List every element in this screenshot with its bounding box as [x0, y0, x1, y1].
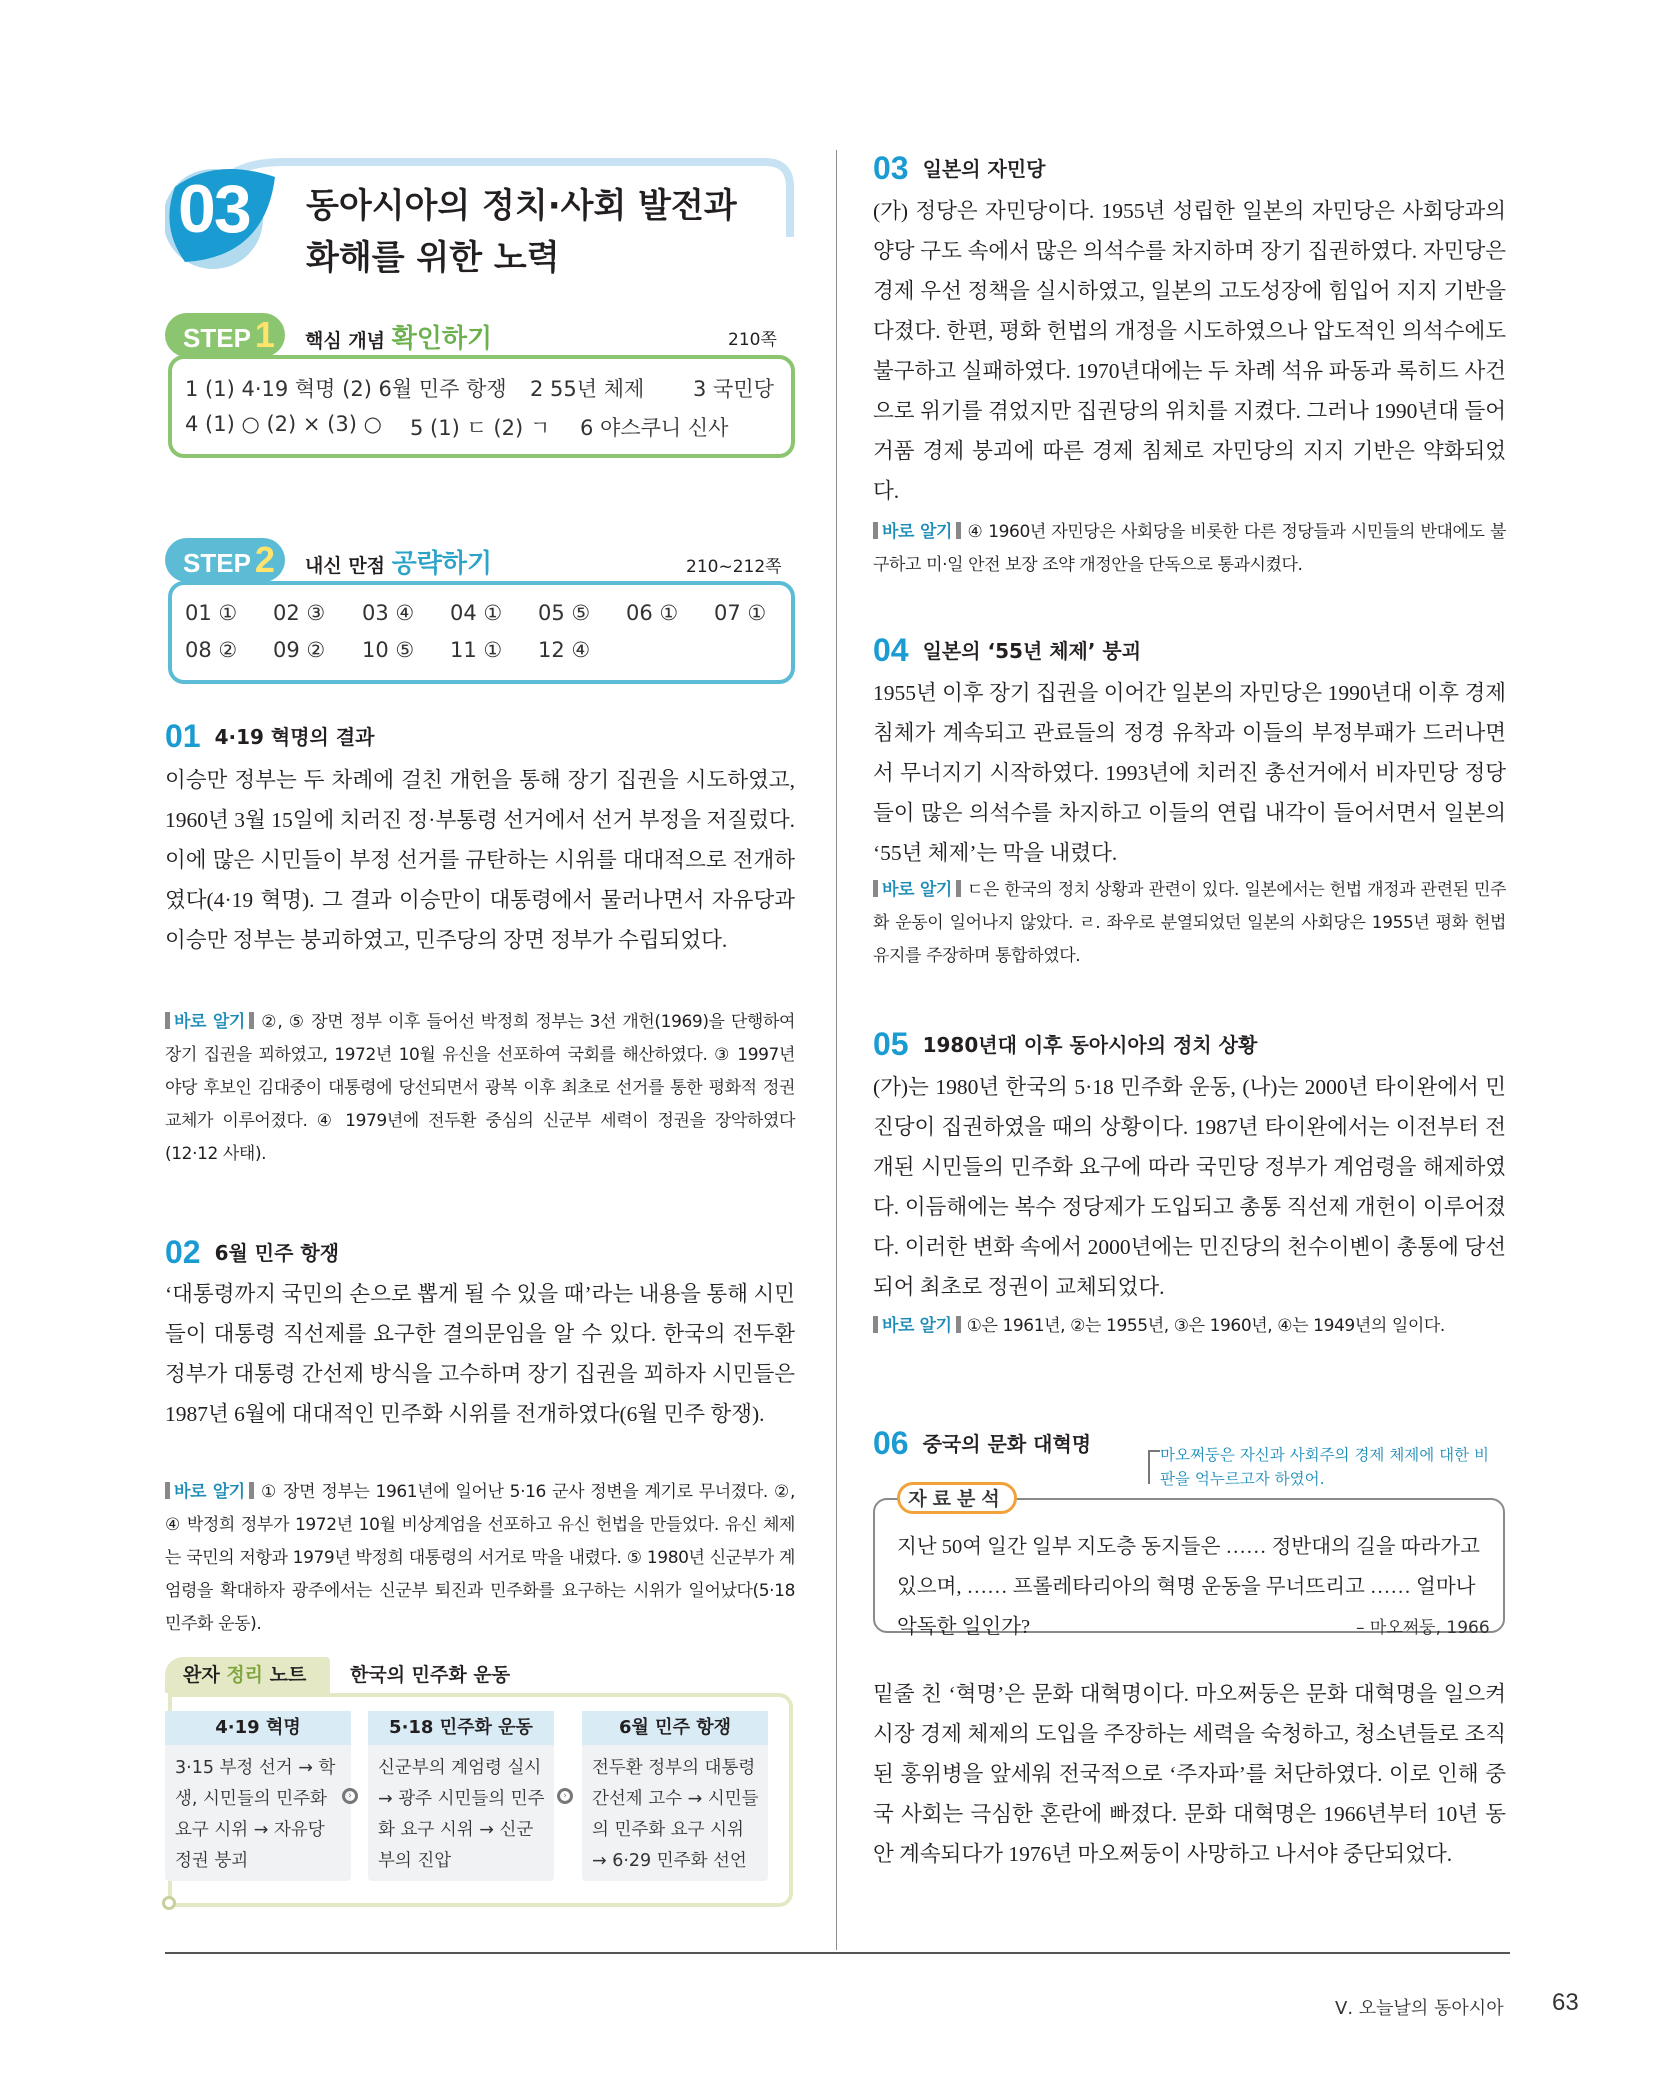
- note-text: ④ 1960년 자민당은 사회당을 비롯한 다른 정당들과 시민들의 반대에도 불구하고 미·일 안전 보장 조약 개정안을 단독으로 통과시켰다.: [873, 522, 1506, 575]
- step2-answer: 07 ①: [714, 601, 767, 625]
- column-divider: [836, 150, 837, 1950]
- section-05-heading: [873, 1026, 1257, 1063]
- summary-card-419: [165, 1711, 351, 1881]
- note-tag: 바로 알기: [165, 1482, 254, 1502]
- section-number: 06: [873, 1425, 909, 1461]
- summary-dot-icon: [162, 1896, 176, 1910]
- note-tag: 바로 알기: [873, 1316, 961, 1336]
- step1-pill: [165, 313, 285, 357]
- step2-answer: 01 ①: [185, 601, 238, 625]
- section-06-body: 밑줄 친 ‘혁명’은 문화 대혁명이다. 마오쩌둥은 문화 대혁명을 일으켜 시장 경제 체제의 도입을 주장하는 세력을 숙청하고, 청소년들로 조직된 홍위병을 앞세워 전국적으로 ‘주자파’를 처단하였다. 이로 인해 중국 사회는 극심한 혼란에 빠졌다. 문화 대혁명은 1966년부터 10년 동안 계속되다가 1976년 마오쩌둥이 사망하고 나서야 중단되었다.: [873, 1682, 1506, 1866]
- section-title: 중국의 문화 대혁명: [922, 1432, 1092, 1456]
- callout-connector: [1148, 1450, 1160, 1484]
- step1-sub-highlight: 확인하기: [391, 324, 493, 354]
- source-label: 자료분석: [897, 1482, 1017, 1514]
- section-number: 05: [873, 1026, 909, 1062]
- step2-sub-highlight: 공략하기: [391, 549, 493, 579]
- section-05-note: [873, 1310, 1506, 1343]
- section-01-note: [165, 1006, 795, 1171]
- section-number: 01: [165, 718, 201, 754]
- arrow-right-icon: ›: [342, 1788, 358, 1804]
- footer-divider: [165, 1952, 1510, 1954]
- section-01-body: 이승만 정부는 두 차례에 걸친 개헌을 통해 장기 집권을 시도하였고, 1960년 3월 15일에 치러진 정·부통령 선거에서 선거 부정을 저질렀다. 이에 많은 시민들이 부정 선거를 규탄하는 시위를 대대적으로 전개하였다(4·19 혁명). 그 결과 이승만이 대통령에서 물러나면서 자유당과 이승만 정부는 붕괴하였고, 민주당의 장면 정부가 수립되었다.: [165, 768, 795, 952]
- section-02-body: ‘대통령까지 국민의 손으로 뽑게 될 수 있을 때’라는 내용을 통해 시민들이 대통령 직선제를 요구한 결의문임을 알 수 있다. 한국의 전두환 정부가 대통령 간선제 방식을 고수하며 장기 집권을 꾀하자 시민들은 1987년 6월에 대대적인 민주화 시위를 전개하였다(6월 민주 항쟁).: [165, 1282, 795, 1426]
- section-02-heading: [165, 1234, 339, 1271]
- step2-subtitle: [305, 543, 492, 580]
- step1-label: STEP: [183, 323, 251, 353]
- step2-answer: 08 ②: [185, 638, 238, 662]
- source-text: 지난 50여 일간 일부 지도층 동지들은 …… 정반대의 길을 따라가고 있으며, …… 프롤레타리아의 혁명 운동을 무너뜨리고 …… 얼마나 악독한 일인가?: [897, 1536, 1480, 1638]
- step1-answer-5: 5 (1) ㄷ (2) ㄱ: [410, 416, 551, 440]
- chapter-title-line2: 화해를 위한 노력: [306, 238, 560, 278]
- summary-note-title: 한국의 민주화 운동: [350, 1664, 511, 1686]
- footer-chapter: Ⅴ. 오늘날의 동아시아: [1335, 1998, 1504, 2019]
- summary-card-heading: 6월 민주 항쟁: [582, 1711, 768, 1745]
- section-number: 04: [873, 632, 909, 668]
- section-05-body: (가)는 1980년 한국의 5·18 민주화 운동, (나)는 2000년 타이완에서 민진당이 집권하였을 때의 상황이다. 1987년 타이완에서는 이전부터 전개된 시민들의 민주화 요구에 따라 국민당 정부가 계엄령을 해제하였다. 이듬해에는 복수 정당제가 도입되고 총통 직선제 개헌이 이루어졌다. 이러한 변화 속에서 2000년에는 민진당의 천수이볜이 총통에 당선되어 최초로 정권이 교체되었다.: [873, 1075, 1506, 1299]
- summary-card-body: 3·15 부정 선거 → 학생, 시민들의 민주화 요구 시위 → 자유당 정권 붕괴: [175, 1758, 336, 1871]
- step2-answer: 11 ①: [450, 638, 503, 662]
- section-01-heading: [165, 718, 374, 755]
- step2-label: STEP: [183, 548, 251, 578]
- note-text: ① 장면 정부는 1961년에 일어난 5·16 군사 정변을 계기로 무너졌다. ②, ④ 박정희 정부가 1972년 10월 비상계엄을 선포하고 유신 헌법을 만들었다. 유신 체제는 국민의 저항과 1979년 박정희 대통령의 서거로 막을 내렸다. ⑤ 1980년 신군부가 계엄령을 확대하자 광주에서는 신군부 퇴진과 민주화를 요구하는 시위가 일어났다(5·18 민주화 운동).: [165, 1482, 796, 1634]
- section-number: 03: [873, 150, 909, 186]
- note-text: ㄷ은 한국의 정치 상황과 관련이 있다. 일본에서는 헌법 개정과 관련된 민주화 운동이 일어나지 않았다. ㄹ. 좌우로 분열되었던 일본의 사회당은 1955년 평화 헌법 유지를 주장하며 통합하였다.: [873, 880, 1507, 966]
- summary-card-body: 신군부의 계엄령 실시 → 광주 시민들의 민주화 요구 시위 → 신군부의 진압: [378, 1758, 545, 1871]
- note-tag: 바로 알기: [165, 1012, 254, 1032]
- section-title: 6월 민주 항쟁: [214, 1241, 340, 1265]
- step2-answer: 03 ④: [362, 601, 415, 625]
- section-06-heading: [873, 1425, 1091, 1462]
- page-number: 63: [1552, 1989, 1579, 2016]
- step1-page: 210쪽: [728, 330, 777, 350]
- step1-answer-4: 4 (1) ○ (2) × (3) ○: [185, 412, 382, 436]
- step2-number: 2: [254, 539, 275, 580]
- section-title: 일본의 ‘55년 체제’ 붕괴: [922, 639, 1142, 663]
- section-number: 02: [165, 1234, 201, 1270]
- section-03-note: [873, 516, 1506, 582]
- note-text: ②, ⑤ 장면 정부 이후 들어선 박정희 정부는 3선 개헌(1969)을 단행하여 장기 집권을 꾀하였고, 1972년 10월 유신을 선포하여 국회를 해산하였다. ③ 1997년 야당 후보인 김대중이 대통령에 당선되면서 광복 이후 최초로 선거를 통한 평화적 정권 교체가 이루어졌다. ④ 1979년에 전두환 중심의 신군부 세력이 정권을 장악하였다(12·12 사태).: [165, 1012, 795, 1164]
- section-title: 1980년대 이후 동아시아의 정치 상황: [922, 1033, 1258, 1057]
- note-tag: 바로 알기: [873, 880, 961, 900]
- chapter-number: 03: [178, 171, 250, 247]
- summary-card-heading: 5·18 민주화 운동: [368, 1711, 554, 1745]
- step2-pill: [165, 538, 285, 582]
- note-text: ①은 1961년, ②는 1955년, ③은 1960년, ④는 1949년의 일이다.: [966, 1316, 1445, 1336]
- arrow-right-icon: ›: [557, 1788, 573, 1804]
- summary-card-body: 전두환 정부의 대통령 간선제 고수 → 시민들의 민주화 요구 시위 → 6·29 민주화 선언: [592, 1758, 759, 1871]
- step2-answer: 05 ⑤: [538, 601, 591, 625]
- section-04-heading: [873, 632, 1141, 669]
- section-03-heading: [873, 150, 1045, 187]
- chapter-title-line1: 동아시아의 정치·사회 발전과: [306, 186, 737, 226]
- step2-answer: 09 ②: [273, 638, 326, 662]
- section-02-note: [165, 1476, 795, 1641]
- section-03-body: (가) 정당은 자민당이다. 1955년 성립한 일본의 자민당은 사회당과의 양당 구도 속에서 많은 의석수를 차지하며 장기 집권하였다. 자민당은 경제 우선 정책을 실시하였고, 일본의 고도성장에 힘입어 지지 기반을 다졌다. 한편, 평화 헌법의 개정을 시도하였으나 압도적인 의석수에도 불구하고 실패하였다. 1970년대에는 두 차례 석유 파동과 록히드 사건으로 위기를 겪었지만 집권당의 위치를 지켰다. 그러나 1990년대 들어 거품 경제 붕괴에 따른 경제 침체로 자민당의 지지 기반은 약화되었다.: [873, 199, 1506, 503]
- section-title: 4·19 혁명의 결과: [214, 725, 375, 749]
- step2-answer: 06 ①: [626, 601, 679, 625]
- step1-answer-2: 2 55년 체제: [530, 377, 645, 401]
- step1-answer-1: 1 (1) 4·19 혁명 (2) 6월 민주 항쟁: [185, 377, 507, 401]
- step2-answer: 12 ④: [538, 638, 591, 662]
- step2-page: 210~212쪽: [686, 557, 782, 577]
- source-author: – 마오쩌둥, 1966: [1356, 1618, 1490, 1638]
- summary-note-tab: 완자 정리 노트: [165, 1657, 330, 1693]
- step1-subtitle: [305, 318, 492, 355]
- section-title: 일본의 자민당: [922, 157, 1046, 181]
- step1-answer-3: 3 국민당: [693, 377, 774, 401]
- step1-number: 1: [254, 314, 275, 355]
- chapter-title: [306, 180, 737, 284]
- section-04-body: 1955년 이후 장기 집권을 이어간 일본의 자민당은 1990년대 이후 경제 침체가 계속되고 관료들의 정경 유착과 이들의 부정부패가 드러나면서 무너지기 시작하였다. 1993년에 치러진 총선거에서 비자민당 정당들이 많은 의석수를 차지하고 이들의 연립 내각이 들어서면서 일본의 ‘55년 체제’는 막을 내렸다.: [873, 681, 1506, 865]
- step2-box: [168, 581, 795, 684]
- step2-answer: 10 ⑤: [362, 638, 415, 662]
- step2-answer: 02 ③: [273, 601, 326, 625]
- summary-card-518: [368, 1711, 554, 1881]
- summary-card-heading: 4·19 혁명: [165, 1711, 351, 1745]
- summary-card-june: [582, 1711, 768, 1881]
- step1-sub-plain: 핵심 개념: [305, 330, 392, 352]
- step2-answer: 04 ①: [450, 601, 503, 625]
- note-tag: 바로 알기: [873, 522, 961, 542]
- section-04-note: [873, 874, 1506, 973]
- step2-sub-plain: 내신 만점: [305, 555, 392, 577]
- step1-answer-6: 6 야스쿠니 신사: [580, 416, 729, 440]
- section-06-callout: 마오쩌둥은 자신과 사회주의 경제 체제에 대한 비판을 억누르고자 하였어.: [1160, 1446, 1490, 1488]
- step1-box: [168, 355, 795, 458]
